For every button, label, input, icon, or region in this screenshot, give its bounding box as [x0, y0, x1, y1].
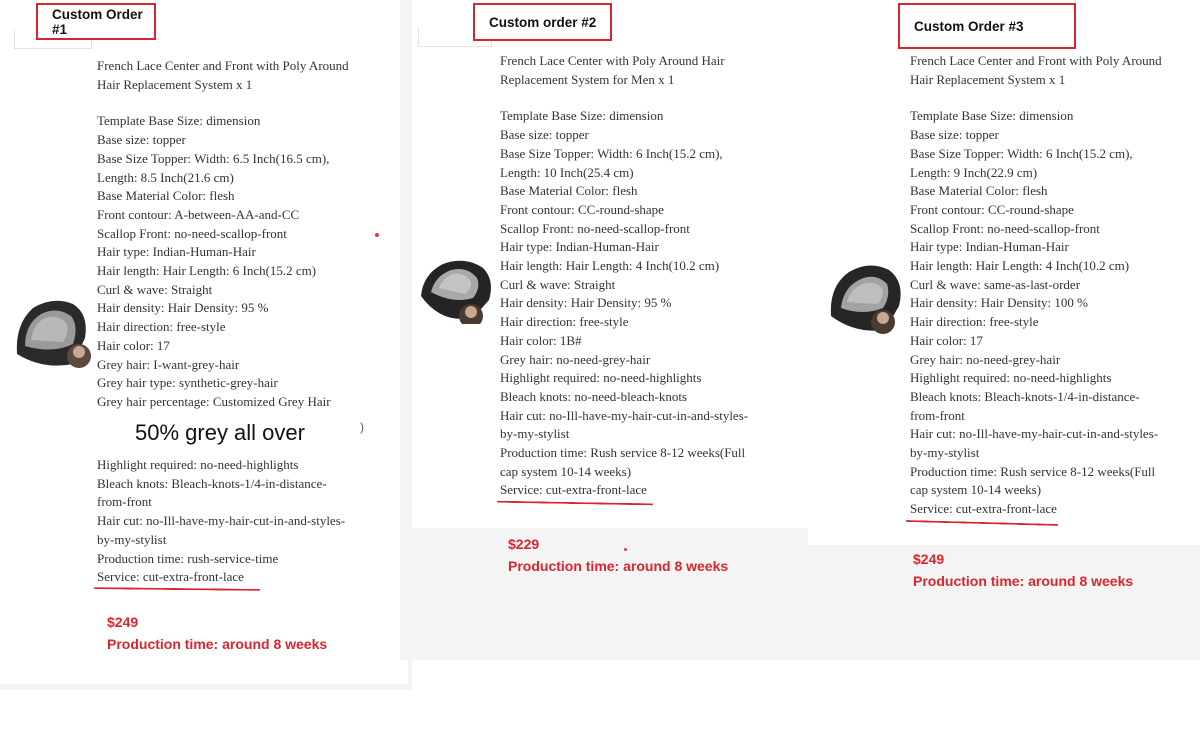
order-1-note-paren: ) [360, 420, 364, 434]
order-3-spec-list [910, 107, 1162, 518]
order-3-spec: Base size: topper [910, 127, 999, 143]
order-3-spec: Front contour: CC-round-shape [910, 201, 1074, 217]
order-1-spec: Hair color: 17 [97, 337, 170, 353]
order-2-spec: cap system 10-14 weeks) [500, 463, 632, 479]
order-3-spec: Curl & wave: same-as-last-order [910, 276, 1081, 292]
order-1-grey-note: 50% grey all over [135, 420, 305, 445]
order-2-title-line: French Lace Center with Poly Around Hair [500, 53, 725, 68]
order-3-spec: Scallop Front: no-need-scallop-front [910, 220, 1100, 236]
order-1-spec: Hair cut: no-Ill-have-my-hair-cut-in-and-styles- [97, 513, 346, 529]
order-2-spec: Highlight required: no-need-highlights [500, 370, 702, 386]
order-1-spec: Base Material Color: flesh [97, 188, 235, 204]
order-3-product-image [827, 258, 907, 334]
order-1-product-title [97, 57, 349, 94]
order-1-spec: Hair length: Hair Length: 6 Inch(15.2 cm) [97, 263, 317, 279]
order-1-spec: Template Base Size: dimension [97, 113, 261, 129]
order-2-production-note: Production time: around 8 weeks [508, 558, 729, 574]
order-3-spec: Grey hair: no-need-grey-hair [910, 351, 1061, 367]
order-2-header-label: Custom order #2 [489, 14, 597, 30]
order-1-spec: Hair density: Hair Density: 95 % [97, 300, 269, 316]
order-1-spec: from-front [97, 494, 152, 510]
order-1-spec: by-my-stylist [97, 531, 167, 547]
order-1-spec: Base Size Topper: Width: 6.5 Inch(16.5 cm), [97, 150, 330, 166]
order-2-product-title [500, 52, 748, 89]
order-3-spec: Hair cut: no-Ill-have-my-hair-cut-in-and-styles- [910, 426, 1159, 442]
order-2-spec: Bleach knots: no-need-bleach-knots [500, 388, 687, 404]
order-3-spec: cap system 10-14 weeks) [910, 482, 1042, 498]
order-1-spec: Highlight required: no-need-highlights [97, 457, 299, 472]
order-3-spec: Hair type: Indian-Human-Hair [910, 239, 1069, 255]
order-1-details-continued [97, 456, 345, 587]
order-1-spec: Length: 8.5 Inch(21.6 cm) [97, 169, 234, 185]
order-2-service: Service: cut-extra-front-lace [500, 482, 647, 498]
order-2-spec: Base Material Color: flesh [500, 183, 638, 199]
order-1-production-note: Production time: around 8 weeks [107, 636, 328, 652]
order-1-spec: Bleach knots: Bleach-knots-1/4-in-distance- [97, 475, 327, 491]
order-2-spec: Production time: Rush service 8-12 weeks(Full [500, 445, 746, 461]
order-1-spec: Production time: rush-service-time [97, 550, 279, 566]
order-2-spec: Hair type: Indian-Human-Hair [500, 239, 659, 255]
order-2-spec: Base size: topper [500, 127, 589, 143]
order-3-title-line: Hair Replacement System x 1 [910, 71, 1066, 87]
order-1-spec: Grey hair percentage: Customized Grey Hair [97, 393, 331, 409]
order-1-spec: Grey hair: I-want-grey-hair [97, 356, 240, 372]
order-3-spec: Base Size Topper: Width: 6 Inch(15.2 cm), [910, 145, 1133, 161]
order-3-spec: Hair length: Hair Length: 4 Inch(10.2 cm) [910, 258, 1130, 274]
order-3-spec: Hair color: 17 [910, 332, 983, 348]
order-3-header-label: Custom Order #3 [914, 18, 1024, 34]
order-3-spec: Base Material Color: flesh [910, 183, 1048, 199]
order-2-red-dot [624, 548, 627, 551]
order-1-spec: Front contour: A-between-AA-and-CC [97, 206, 300, 222]
order-2-spec: Base Size Topper: Width: 6 Inch(15.2 cm), [500, 145, 723, 161]
order-1-spec: Scallop Front: no-need-scallop-front [97, 225, 287, 241]
order-2-spec: Grey hair: no-need-grey-hair [500, 351, 651, 367]
order-2-spec: Hair color: 1B# [500, 332, 582, 348]
order-3-title-line: French Lace Center and Front with Poly Around [910, 53, 1162, 68]
order-3-production-note: Production time: around 8 weeks [913, 573, 1134, 589]
order-1-service: Service: cut-extra-front-lace [97, 569, 244, 585]
order-1-spec: Hair direction: free-style [97, 319, 226, 335]
order-3-spec: Template Base Size: dimension [910, 108, 1074, 124]
order-2-spec: Curl & wave: Straight [500, 276, 616, 292]
order-2-details [500, 52, 748, 500]
order-2-product-image [417, 256, 497, 324]
order-2-spec: Scallop Front: no-need-scallop-front [500, 220, 690, 236]
order-2-spec: Hair density: Hair Density: 95 % [500, 295, 672, 311]
order-3-spec: by-my-stylist [910, 445, 980, 461]
order-1-spec: Grey hair type: synthetic-grey-hair [97, 375, 278, 391]
order-1-header-label: Custom Order #1 [52, 6, 143, 37]
order-1-spec: Base size: topper [97, 132, 186, 148]
order-3-price: $249 [913, 551, 945, 567]
order-3-spec: Hair direction: free-style [910, 314, 1039, 330]
order-2-price: $229 [508, 536, 540, 552]
order-1-product-image [13, 294, 93, 370]
order-3-spec: from-front [910, 407, 965, 423]
order-3-spec: Production time: Rush service 8-12 weeks(Full [910, 463, 1156, 479]
order-2-spec: Hair length: Hair Length: 4 Inch(10.2 cm) [500, 258, 720, 274]
order-2-spec: Length: 10 Inch(25.4 cm) [500, 164, 634, 180]
order-3-details [910, 52, 1162, 519]
order-2-title-line: Replacement System for Men x 1 [500, 71, 675, 87]
order-1-price: $249 [107, 614, 139, 630]
order-3-spec: Hair density: Hair Density: 100 % [910, 295, 1088, 311]
order-1-title-line: Hair Replacement System x 1 [97, 76, 253, 92]
order-1-spec-list [97, 112, 349, 411]
order-2-spec-list [500, 107, 748, 500]
order-2-header [473, 3, 612, 41]
order-1-details [97, 57, 349, 412]
order-2-spec: Front contour: CC-round-shape [500, 201, 664, 217]
order-1-header [36, 3, 156, 40]
order-3-spec: Length: 9 Inch(22.9 cm) [910, 164, 1038, 180]
order-3-service: Service: cut-extra-front-lace [910, 501, 1057, 517]
order-1-title-line: French Lace Center and Front with Poly Around [97, 58, 349, 73]
order-1-red-dot [375, 233, 379, 237]
order-1-spec: Hair type: Indian-Human-Hair [97, 244, 256, 260]
order-3-spec: Bleach knots: Bleach-knots-1/4-in-distance- [910, 388, 1140, 404]
order-2-spec: Hair direction: free-style [500, 314, 629, 330]
order-2-spec: by-my-stylist [500, 426, 570, 442]
order-3-product-title [910, 52, 1162, 89]
order-3-header [898, 3, 1076, 49]
order-2-spec: Hair cut: no-Ill-have-my-hair-cut-in-and-styles- [500, 407, 749, 423]
order-1-spec: Curl & wave: Straight [97, 281, 213, 297]
order-2-spec: Template Base Size: dimension [500, 108, 664, 124]
order-3-spec: Highlight required: no-need-highlights [910, 370, 1112, 386]
